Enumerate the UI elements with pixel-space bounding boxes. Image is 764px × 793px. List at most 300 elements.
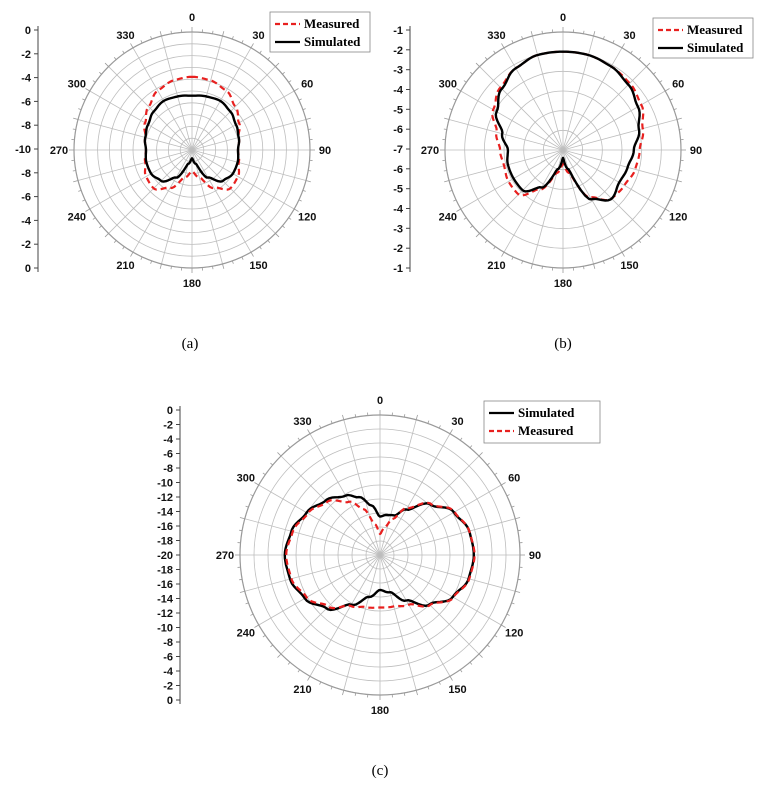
angle-tick — [73, 170, 76, 171]
angle-tick — [450, 429, 453, 433]
angle-label: 270 — [420, 145, 440, 157]
radial-tick-label: -18 — [157, 535, 173, 548]
angle-tick — [660, 218, 662, 220]
angle-tick — [240, 517, 245, 518]
angle-label: 30 — [623, 29, 636, 42]
grid-spoke — [563, 150, 646, 233]
radial-tick-label: -12 — [157, 492, 173, 504]
angle-label: 210 — [116, 260, 135, 273]
panel-caption: (a) — [181, 336, 199, 352]
angle-tick — [670, 200, 673, 201]
legend-label: Measured — [304, 16, 360, 31]
panel-caption: (b) — [554, 336, 572, 352]
radial-tick-label: -4 — [21, 72, 31, 85]
radial-tick-label: -6 — [393, 163, 403, 176]
angle-tick — [512, 257, 513, 260]
angle-tick — [444, 118, 449, 119]
angle-tick — [456, 89, 460, 92]
grid-spoke — [161, 36, 192, 150]
angle-tick — [171, 31, 172, 34]
angle-tick — [303, 109, 306, 110]
angle-tick — [232, 36, 233, 39]
grid-spoke — [380, 555, 450, 676]
angle-tick — [114, 240, 116, 242]
angle-tick — [515, 517, 520, 518]
angle-tick — [428, 687, 429, 690]
angle-tick — [479, 452, 483, 456]
angle-tick — [93, 218, 95, 220]
angle-tick — [679, 170, 682, 171]
angle-tick — [449, 190, 452, 191]
angle-label: 150 — [249, 260, 268, 273]
grid-spoke — [380, 555, 515, 591]
angle-tick — [531, 264, 532, 269]
radial-tick-label: -3 — [393, 223, 403, 236]
angle-label: 180 — [182, 278, 202, 290]
angle-tick — [404, 414, 405, 417]
angle-tick — [622, 43, 625, 47]
angle-tick — [73, 181, 78, 182]
angle-tick — [404, 693, 405, 696]
angle-tick — [251, 43, 254, 47]
grid-spoke — [461, 91, 563, 150]
angle-tick — [460, 438, 462, 440]
grid-spoke — [90, 150, 192, 209]
grid-spoke — [563, 48, 622, 150]
angle-label: 210 — [293, 684, 312, 697]
angle-tick — [263, 635, 265, 637]
radial-tick-label: -14 — [157, 506, 173, 519]
angle-tick — [674, 109, 677, 110]
angle-tick — [639, 57, 641, 59]
angle-tick — [487, 645, 489, 647]
angle-tick — [331, 421, 332, 424]
radial-tick-label: -10 — [157, 622, 173, 635]
radial-tick-label: -2 — [21, 239, 31, 252]
angle-tick — [114, 57, 116, 59]
panel-caption: (c) — [371, 763, 389, 779]
grid-spoke — [192, 150, 251, 252]
radial-tick-label: -4 — [393, 84, 403, 97]
angle-tick — [160, 31, 161, 36]
angle-label: 150 — [448, 684, 467, 697]
grid-spoke — [192, 150, 306, 181]
radial-tick-label: 0 — [24, 25, 31, 37]
grid-spoke — [344, 420, 380, 555]
angle-label: 240 — [438, 211, 457, 224]
angle-tick — [308, 429, 311, 433]
angle-tick — [494, 247, 496, 249]
grid-spoke — [380, 519, 515, 555]
angle-tick — [251, 252, 254, 256]
angle-tick — [674, 190, 677, 191]
grid-spoke — [192, 150, 223, 264]
angle-tick — [160, 264, 161, 269]
radial-tick-label: -2 — [163, 419, 173, 432]
angle-tick — [151, 36, 152, 39]
angle-label: 210 — [487, 260, 506, 273]
angle-tick — [78, 190, 81, 191]
angle-tick — [320, 682, 321, 685]
angle-tick — [594, 264, 595, 269]
radial-tick-label: 0 — [166, 695, 173, 707]
polar-chart-b — [393, 12, 753, 352]
angle-tick — [594, 31, 595, 36]
angle-tick — [82, 99, 85, 100]
angle-tick — [622, 252, 625, 256]
legend — [653, 18, 753, 58]
radial-tick-label: -4 — [163, 666, 173, 678]
series-simulated — [496, 52, 640, 201]
angle-label: 270 — [215, 550, 235, 562]
angle-tick — [470, 445, 472, 447]
angle-tick — [93, 81, 95, 83]
angle-tick — [646, 63, 650, 67]
angle-tick — [298, 438, 300, 440]
angle-tick — [85, 209, 89, 212]
angle-label: 0 — [188, 12, 196, 24]
angle-tick — [99, 226, 101, 228]
angle-label: 90 — [528, 550, 542, 562]
angle-tick — [250, 495, 253, 496]
radial-tick-label: -4 — [21, 215, 31, 228]
angle-tick — [268, 240, 270, 242]
angle-tick — [512, 603, 515, 604]
angle-tick — [282, 226, 284, 228]
radial-tick-label: -1 — [393, 263, 403, 275]
angle-tick — [444, 129, 447, 130]
angle-tick — [653, 72, 655, 74]
polar-chart-a — [15, 12, 370, 352]
radial-tick-label: -2 — [393, 44, 403, 57]
radial-tick-label: 0 — [24, 263, 31, 275]
angle-tick — [487, 463, 489, 465]
angle-tick — [223, 264, 224, 269]
angle-tick — [522, 261, 523, 264]
grid-spoke — [90, 91, 192, 150]
radial-tick-label: -16 — [157, 579, 173, 591]
angle-label: 270 — [49, 145, 69, 157]
legend-label: Simulated — [304, 34, 361, 49]
grid-spoke — [78, 119, 192, 150]
angle-tick — [306, 181, 311, 182]
grid-spoke — [192, 36, 223, 150]
angle-label: 60 — [301, 78, 314, 91]
angle-label: 150 — [620, 260, 639, 273]
angle-tick — [288, 662, 290, 664]
angle-tick — [453, 99, 456, 100]
angle-tick — [439, 425, 440, 428]
angle-tick — [450, 676, 453, 680]
angle-tick — [507, 495, 510, 496]
angle-tick — [99, 72, 101, 74]
angle-tick — [476, 63, 480, 67]
angle-tick — [246, 603, 249, 604]
angle-tick — [355, 414, 356, 417]
angle-tick — [288, 445, 290, 447]
angle-tick — [502, 43, 505, 47]
angle-tick — [131, 43, 134, 47]
angle-tick — [444, 170, 447, 171]
radial-tick-label: -6 — [21, 96, 31, 109]
angle-tick — [583, 31, 584, 34]
angle-tick — [275, 63, 279, 67]
angle-tick — [73, 129, 76, 130]
grid-spoke — [461, 150, 563, 209]
angle-label: 60 — [672, 78, 685, 91]
grid-spoke — [192, 48, 251, 150]
angle-tick — [416, 690, 417, 695]
grid-spoke — [78, 150, 192, 181]
angle-tick — [294, 89, 298, 92]
legend-label: Measured — [687, 22, 743, 37]
angle-tick — [502, 252, 505, 256]
radial-tick-label: -1 — [393, 25, 403, 37]
angle-tick — [239, 579, 242, 580]
angle-tick — [242, 257, 243, 260]
polar-chart-c — [157, 395, 600, 779]
angle-label: 240 — [236, 627, 255, 640]
radial-tick-label: -20 — [157, 550, 173, 562]
radial-tick-label: -4 — [163, 434, 173, 446]
grid-spoke — [161, 150, 192, 264]
grid-spoke — [380, 434, 450, 555]
radial-tick-label: -8 — [21, 120, 31, 133]
angle-tick — [105, 63, 109, 67]
angle-tick — [289, 218, 291, 220]
angle-tick — [507, 614, 510, 615]
radial-tick-label: -2 — [21, 48, 31, 61]
angle-tick — [631, 51, 633, 53]
angle-label: 120 — [669, 211, 688, 224]
angle-tick — [298, 670, 300, 672]
angle-tick — [308, 170, 311, 171]
angle-label: 300 — [236, 472, 255, 485]
grid-spoke — [245, 519, 380, 555]
angle-tick — [439, 682, 440, 685]
radial-tick-label: -2 — [393, 243, 403, 256]
grid-spoke — [192, 119, 306, 150]
grid-spoke — [192, 150, 294, 209]
grid-spoke — [563, 91, 665, 150]
angle-label: 300 — [67, 78, 86, 91]
grid-spoke — [480, 150, 563, 233]
grid-spoke — [380, 485, 501, 555]
angle-label: 330 — [293, 415, 312, 428]
legend-label: Simulated — [687, 40, 744, 55]
angle-tick — [268, 57, 270, 59]
angle-tick — [518, 530, 521, 531]
angle-tick — [476, 233, 480, 237]
legend-label: Simulated — [518, 405, 575, 420]
grid-spoke — [259, 485, 380, 555]
angle-tick — [299, 200, 302, 201]
radial-tick-label: -6 — [163, 651, 173, 664]
radial-tick-label: -8 — [21, 167, 31, 180]
angle-tick — [660, 81, 662, 83]
radial-tick-label: -8 — [163, 463, 173, 475]
radial-tick-label: -7 — [393, 144, 403, 156]
grid-spoke — [563, 150, 665, 209]
angle-label: 180 — [553, 278, 573, 290]
angle-tick — [518, 579, 521, 580]
angle-label: 300 — [438, 78, 457, 91]
angle-tick — [470, 662, 472, 664]
grid-spoke — [192, 91, 294, 150]
grid-spoke — [133, 48, 192, 150]
angle-tick — [289, 81, 291, 83]
angle-label: 0 — [559, 12, 567, 24]
grid-spoke — [310, 434, 380, 555]
angle-tick — [542, 31, 543, 34]
angle-tick — [449, 109, 452, 110]
angle-tick — [331, 687, 332, 690]
grid-spoke — [380, 555, 416, 690]
angle-tick — [342, 415, 343, 420]
angle-tick — [470, 226, 472, 228]
angle-tick — [670, 99, 673, 100]
radial-tick-label: -5 — [393, 104, 403, 117]
angle-label: 120 — [298, 211, 317, 224]
angle-tick — [470, 72, 472, 74]
angle-label: 120 — [505, 627, 524, 640]
angle-tick — [444, 181, 449, 182]
angle-tick — [171, 266, 172, 269]
angle-tick — [239, 530, 242, 531]
angle-tick — [277, 654, 281, 658]
angle-label: 90 — [689, 145, 703, 157]
angle-tick — [416, 415, 417, 420]
angle-tick — [501, 483, 505, 486]
angle-tick — [456, 209, 460, 212]
angle-tick — [542, 266, 543, 269]
angle-tick — [105, 233, 109, 237]
angle-tick — [531, 31, 532, 36]
angle-tick — [303, 190, 306, 191]
angle-tick — [223, 31, 224, 36]
angle-tick — [677, 118, 682, 119]
angle-tick — [141, 257, 142, 260]
legend — [484, 401, 600, 443]
grid-spoke — [563, 150, 622, 252]
angle-tick — [494, 51, 496, 53]
radial-tick-label: -12 — [157, 608, 173, 620]
angle-tick — [131, 252, 134, 256]
grid-spoke — [380, 420, 416, 555]
angle-tick — [254, 483, 258, 486]
radial-tick-label: -4 — [393, 203, 403, 216]
angle-tick — [260, 247, 262, 249]
angle-tick — [240, 591, 245, 592]
angle-tick — [250, 614, 253, 615]
angle-tick — [306, 118, 311, 119]
angle-tick — [677, 181, 682, 182]
angle-tick — [212, 266, 213, 269]
angle-tick — [277, 452, 281, 456]
angle-tick — [270, 645, 272, 647]
radial-tick-label: -14 — [157, 593, 173, 606]
angle-tick — [355, 693, 356, 696]
radial-tick-label: -6 — [393, 124, 403, 137]
angle-tick — [631, 247, 633, 249]
angle-tick — [282, 72, 284, 74]
radial-tick-label: -5 — [393, 183, 403, 196]
angle-tick — [460, 670, 462, 672]
grid-spoke — [344, 555, 380, 690]
angle-tick — [78, 109, 81, 110]
grid-spoke — [504, 150, 563, 252]
radial-tick-label: -6 — [163, 448, 173, 461]
angle-tick — [320, 425, 321, 428]
angle-label: 90 — [318, 145, 332, 157]
angle-tick — [212, 31, 213, 34]
angle-tick — [254, 625, 258, 628]
radial-tick-label: -10 — [15, 144, 31, 156]
angle-tick — [464, 81, 466, 83]
angle-label: 60 — [508, 472, 521, 485]
legend-label: Measured — [518, 423, 574, 438]
angle-tick — [485, 57, 487, 59]
angle-label: 30 — [451, 415, 464, 428]
legend — [270, 12, 370, 52]
angle-label: 30 — [252, 29, 265, 42]
angle-tick — [123, 247, 125, 249]
radial-tick-label: -6 — [21, 191, 31, 204]
radial-tick-label: -10 — [157, 477, 173, 490]
angle-tick — [639, 240, 641, 242]
angle-tick — [479, 654, 483, 658]
grid-spoke — [480, 67, 563, 150]
angle-tick — [464, 218, 466, 220]
angle-tick — [260, 51, 262, 53]
angle-tick — [85, 89, 89, 92]
radial-tick-label: -3 — [393, 64, 403, 77]
angle-tick — [308, 676, 311, 680]
angle-tick — [242, 40, 243, 43]
angle-tick — [665, 89, 669, 92]
angle-tick — [342, 690, 343, 695]
grid-spoke — [245, 555, 380, 591]
grid-spoke — [504, 48, 563, 150]
angle-tick — [646, 233, 650, 237]
angle-tick — [141, 40, 142, 43]
angle-tick — [613, 40, 614, 43]
angle-tick — [299, 99, 302, 100]
radial-tick-label: -16 — [157, 521, 173, 533]
angle-tick — [603, 261, 604, 264]
grid-spoke — [133, 150, 192, 252]
angle-tick — [495, 635, 497, 637]
angle-tick — [82, 200, 85, 201]
angle-label: 240 — [67, 211, 86, 224]
radial-tick-label: 0 — [166, 405, 173, 417]
angle-tick — [123, 51, 125, 53]
angle-tick — [263, 473, 265, 475]
angle-tick — [151, 261, 152, 264]
angle-label: 330 — [116, 29, 135, 42]
angle-tick — [485, 240, 487, 242]
angle-tick — [495, 473, 497, 475]
angle-tick — [515, 591, 520, 592]
angle-tick — [512, 506, 515, 507]
angle-label: 180 — [370, 705, 390, 717]
angle-label: 330 — [487, 29, 506, 42]
angle-tick — [679, 129, 682, 130]
grid-spoke — [310, 555, 380, 676]
angle-tick — [613, 257, 614, 260]
angle-tick — [275, 233, 279, 237]
angle-tick — [653, 226, 655, 228]
